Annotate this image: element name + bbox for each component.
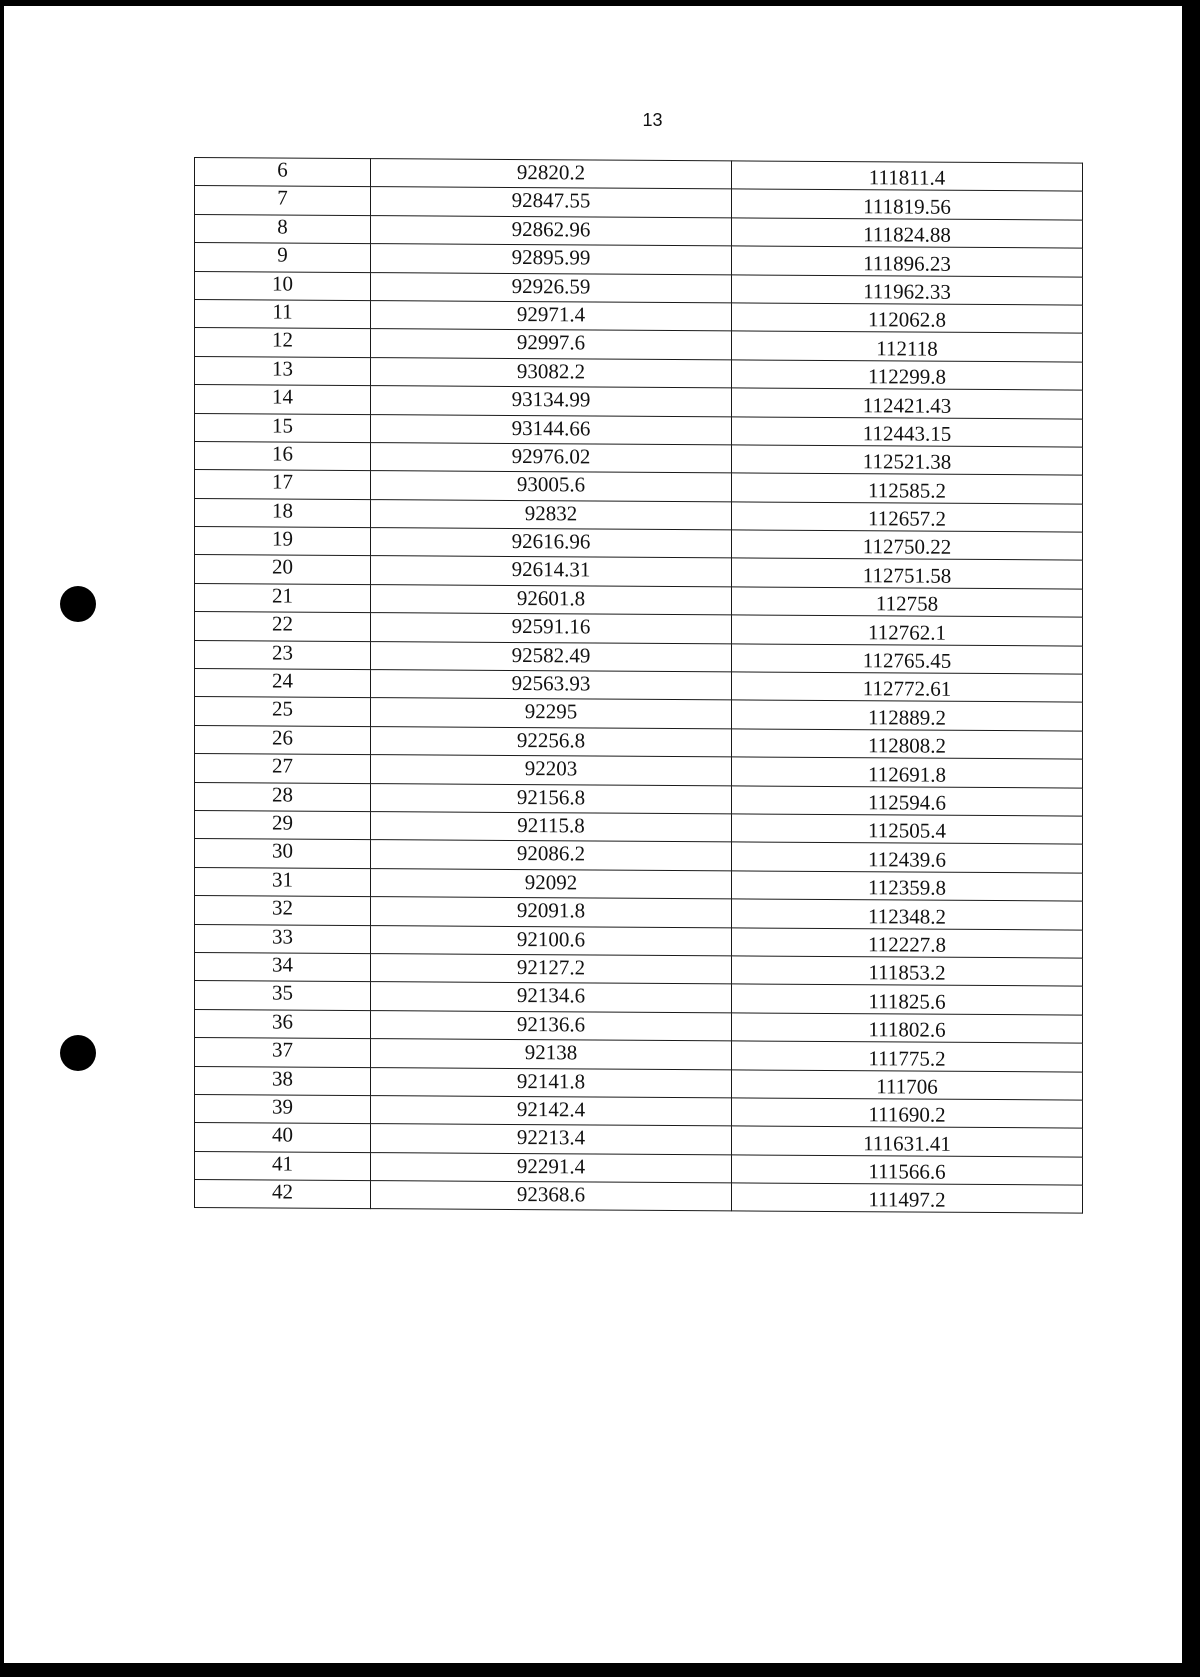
row-index-cell: 13 — [195, 356, 371, 385]
value-a-cell: 92616.96 — [371, 528, 732, 559]
value-a-cell: 92115.8 — [371, 812, 732, 843]
scan-border-bottom — [0, 1663, 1200, 1677]
value-b-cell: 112691.8 — [732, 757, 1083, 788]
value-a-cell: 92256.8 — [371, 726, 732, 757]
value-a-cell: 92092 — [371, 868, 732, 899]
value-a-cell: 92141.8 — [371, 1067, 732, 1098]
value-b-cell: 112505.4 — [732, 814, 1083, 845]
value-b-cell: 112657.2 — [732, 502, 1083, 533]
value-b-cell: 111775.2 — [732, 1041, 1083, 1072]
row-index-cell: 22 — [195, 612, 371, 641]
punch-hole-upper — [60, 586, 96, 622]
data-table — [194, 157, 1083, 1214]
row-index-cell: 21 — [195, 583, 371, 612]
value-a-cell: 92926.59 — [371, 272, 732, 303]
row-index-cell: 31 — [195, 867, 371, 896]
value-a-cell: 92832 — [371, 499, 732, 530]
value-b-cell: 112227.8 — [732, 927, 1083, 958]
row-index-cell: 23 — [195, 640, 371, 669]
value-a-cell: 92862.96 — [371, 215, 732, 246]
value-b-cell: 111811.4 — [732, 161, 1083, 192]
table-body — [195, 158, 1083, 1214]
row-index-cell: 26 — [195, 725, 371, 754]
value-b-cell: 111631.41 — [732, 1126, 1083, 1157]
value-b-cell: 111566.6 — [732, 1155, 1083, 1186]
value-a-cell: 92895.99 — [371, 244, 732, 275]
value-b-cell: 111802.6 — [732, 1013, 1083, 1044]
value-a-cell: 92086.2 — [371, 840, 732, 871]
value-b-cell: 111497.2 — [732, 1183, 1083, 1214]
row-index-cell: 16 — [195, 441, 371, 470]
value-a-cell: 92142.4 — [371, 1095, 732, 1126]
row-index-cell: 29 — [195, 810, 371, 839]
row-index-cell: 37 — [195, 1038, 371, 1067]
row-index-cell: 41 — [195, 1151, 371, 1180]
value-b-cell: 111853.2 — [732, 956, 1083, 987]
value-a-cell: 92127.2 — [371, 954, 732, 985]
value-b-cell: 112762.1 — [732, 615, 1083, 646]
value-a-cell: 92614.31 — [371, 556, 732, 587]
row-index-cell: 32 — [195, 896, 371, 925]
value-b-cell: 112751.58 — [732, 558, 1083, 589]
value-b-cell: 112594.6 — [732, 785, 1083, 816]
row-index-cell: 18 — [195, 498, 371, 527]
value-a-cell: 92563.93 — [371, 670, 732, 701]
row-index-cell: 10 — [195, 271, 371, 300]
value-a-cell: 93134.99 — [371, 386, 732, 417]
value-b-cell: 112765.45 — [732, 644, 1083, 675]
value-a-cell: 92291.4 — [371, 1152, 732, 1183]
row-index-cell: 7 — [195, 186, 371, 215]
value-b-cell: 112772.61 — [732, 672, 1083, 703]
row-index-cell: 36 — [195, 1009, 371, 1038]
row-index-cell: 35 — [195, 981, 371, 1010]
value-a-cell: 92582.49 — [371, 641, 732, 672]
value-b-cell: 111824.88 — [732, 218, 1083, 249]
row-index-cell: 6 — [195, 158, 371, 187]
value-a-cell: 92213.4 — [371, 1124, 732, 1155]
value-b-cell: 111896.23 — [732, 246, 1083, 277]
value-a-cell: 93082.2 — [371, 357, 732, 388]
value-b-cell: 112750.22 — [732, 530, 1083, 561]
row-index-cell: 24 — [195, 669, 371, 698]
table-container — [194, 157, 1082, 1214]
row-index-cell: 12 — [195, 328, 371, 357]
value-b-cell: 112421.43 — [732, 388, 1083, 419]
row-index-cell: 15 — [195, 413, 371, 442]
value-a-cell: 93144.66 — [371, 414, 732, 445]
row-index-cell: 11 — [195, 299, 371, 328]
value-b-cell: 112585.2 — [732, 473, 1083, 504]
value-a-cell: 92091.8 — [371, 897, 732, 928]
value-b-cell: 112808.2 — [732, 729, 1083, 760]
row-index-cell: 19 — [195, 527, 371, 556]
row-index-cell: 20 — [195, 555, 371, 584]
value-a-cell: 92820.2 — [371, 159, 732, 190]
value-a-cell: 92847.55 — [371, 187, 732, 218]
value-a-cell: 92601.8 — [371, 584, 732, 615]
value-a-cell: 92134.6 — [371, 982, 732, 1013]
value-b-cell: 112359.8 — [732, 871, 1083, 902]
value-a-cell: 92100.6 — [371, 925, 732, 956]
scan-border-right — [1182, 0, 1200, 1677]
row-index-cell: 42 — [195, 1180, 371, 1209]
value-b-cell: 112758 — [732, 587, 1083, 618]
row-index-cell: 30 — [195, 839, 371, 868]
value-a-cell: 92156.8 — [371, 783, 732, 814]
row-index-cell: 33 — [195, 924, 371, 953]
value-b-cell: 112062.8 — [732, 303, 1083, 334]
row-index-cell: 39 — [195, 1094, 371, 1123]
row-index-cell: 25 — [195, 697, 371, 726]
value-b-cell: 112118 — [732, 331, 1083, 362]
value-b-cell: 111825.6 — [732, 984, 1083, 1015]
row-index-cell: 28 — [195, 782, 371, 811]
value-b-cell: 112889.2 — [732, 700, 1083, 731]
row-index-cell: 34 — [195, 952, 371, 981]
page-number: 13 — [642, 110, 663, 130]
value-a-cell: 92971.4 — [371, 301, 732, 332]
table-row — [195, 1180, 1083, 1214]
value-a-cell: 92203 — [371, 755, 732, 786]
scan-border-left — [0, 0, 4, 1677]
value-a-cell: 92138 — [371, 1039, 732, 1070]
value-b-cell: 111962.33 — [732, 274, 1083, 305]
value-b-cell: 111819.56 — [732, 189, 1083, 220]
value-b-cell: 111706 — [732, 1069, 1083, 1100]
value-a-cell: 92136.6 — [371, 1010, 732, 1041]
value-a-cell: 92295 — [371, 698, 732, 729]
row-index-cell: 38 — [195, 1066, 371, 1095]
row-index-cell: 9 — [195, 243, 371, 272]
row-index-cell: 8 — [195, 214, 371, 243]
value-b-cell: 111690.2 — [732, 1098, 1083, 1129]
value-b-cell: 112443.15 — [732, 416, 1083, 447]
row-index-cell: 17 — [195, 470, 371, 499]
value-b-cell: 112299.8 — [732, 360, 1083, 391]
row-index-cell: 27 — [195, 754, 371, 783]
scan-border-top — [0, 0, 1200, 6]
value-b-cell: 112348.2 — [732, 899, 1083, 930]
value-a-cell: 92997.6 — [371, 329, 732, 360]
value-a-cell: 92976.02 — [371, 443, 732, 474]
row-index-cell: 14 — [195, 385, 371, 414]
value-b-cell: 112439.6 — [732, 842, 1083, 873]
value-a-cell: 92591.16 — [371, 613, 732, 644]
row-index-cell: 40 — [195, 1123, 371, 1152]
value-a-cell: 92368.6 — [371, 1181, 732, 1212]
value-a-cell: 93005.6 — [371, 471, 732, 502]
punch-hole-lower — [60, 1035, 96, 1071]
value-b-cell: 112521.38 — [732, 445, 1083, 476]
